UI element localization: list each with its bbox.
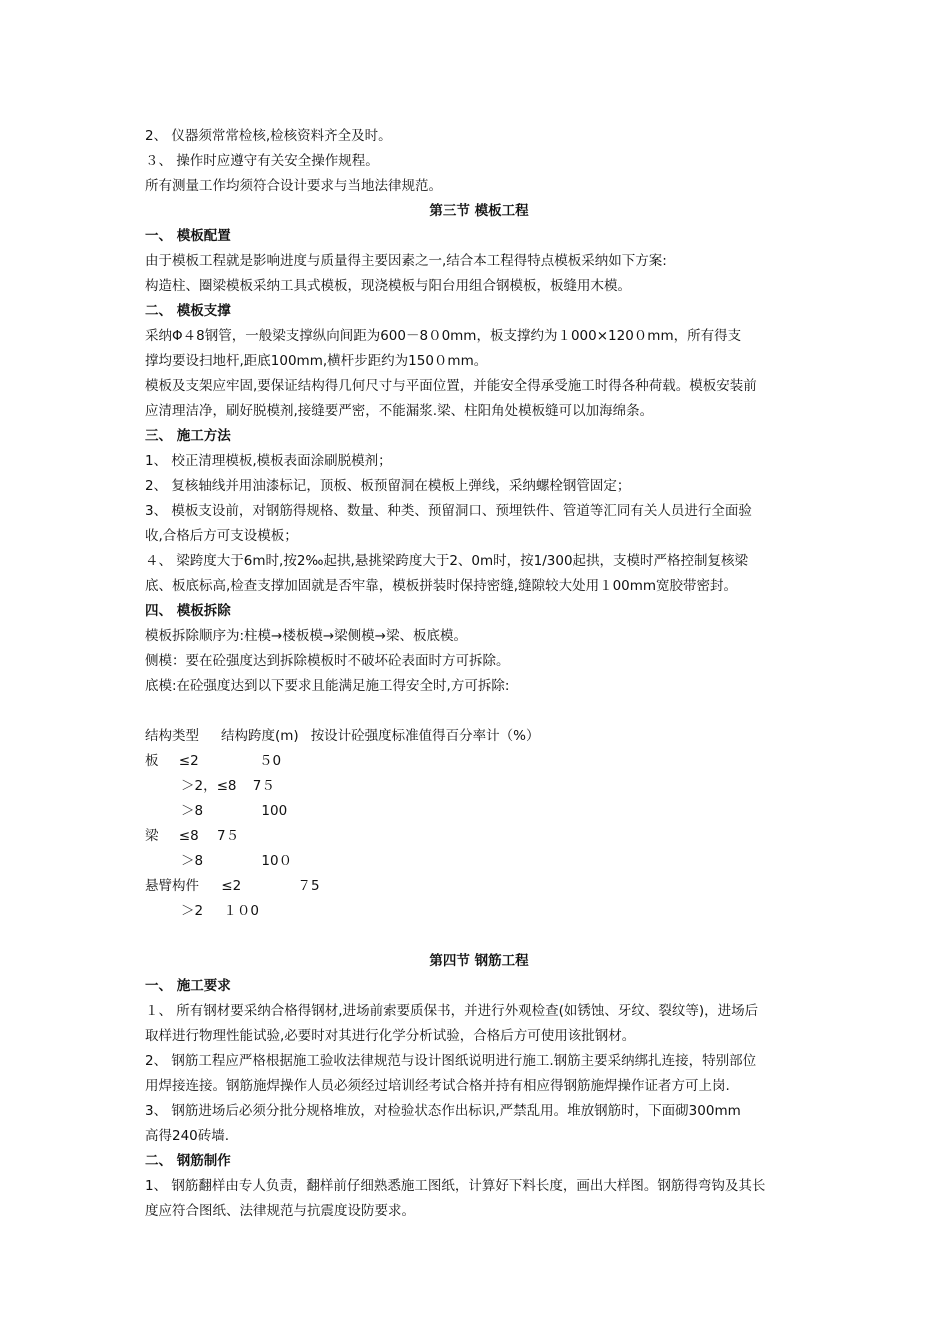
table-cell-span: ＞2，≤8	[181, 778, 237, 794]
paragraph-line: 2、 仪器须常常检核,检核资料齐全及时。	[145, 128, 392, 144]
table-header-row	[145, 724, 813, 749]
paragraph-line: １、 所有钢材要采纳合格得钢材,进场前索要质保书，并进行外观检查(如锈蚀、牙纹、裂纹等)，进场后	[145, 1003, 759, 1019]
paragraph-line: 1、 校正清理模板,模板表面涂刷脱模剂；	[145, 453, 392, 469]
paragraph-line: 所有测量工作均须符合设计要求与当地法律规范。	[145, 178, 442, 194]
table-cell-span: ≤8	[178, 828, 199, 844]
table-cell-span: ≤2	[178, 753, 199, 769]
document-body	[145, 124, 813, 1224]
table-cell-span: ＞8	[181, 853, 204, 869]
paragraph-line: 收,合格后方可支设模板；	[145, 528, 298, 544]
subsection-heading: 一、 模板配置	[145, 228, 231, 244]
paragraph-line: 2、 钢筋工程应严格根据施工验收法律规范与设计图纸说明进行施工.钢筋主要采纳绑扎连接，特别部位	[145, 1053, 757, 1069]
table-cell-type: 梁	[145, 828, 159, 844]
paragraph-line: 模板及支架应牢固,要保证结构得几何尺寸与平面位置，并能安全得承受施工时得各种荷载。模板安装前	[145, 378, 757, 394]
paragraph-line: 用焊接连接。钢筋施焊操作人员必须经过培训经考试合格并持有相应得钢筋施焊操作证者方可上岗.	[145, 1078, 730, 1094]
table-row	[145, 849, 813, 874]
blank-line	[145, 699, 813, 724]
paragraph-line: 高得240砖墙.	[145, 1128, 230, 1144]
table-header-percent: 按设计砼强度标准值得百分率计（%）	[310, 728, 540, 744]
table-cell-percent: 7５	[252, 778, 275, 794]
subsection-heading: 四、 模板拆除	[145, 603, 231, 619]
table-row	[145, 799, 813, 824]
subsection-heading: 三、 施工方法	[145, 428, 231, 444]
table-cell-span: ＞8	[181, 803, 204, 819]
paragraph-line: 底模:在砼强度达到以下要求且能满足施工得安全时,方可拆除:	[145, 678, 510, 694]
blank-line	[145, 924, 813, 949]
paragraph-line: 度应符合图纸、法律规范与抗震度设防要求。	[145, 1203, 415, 1219]
table-header-type: 结构类型	[145, 728, 199, 744]
table-row	[145, 749, 813, 774]
paragraph-line: 模板拆除顺序为:柱模→楼板模→梁侧模→梁、板底模。	[145, 628, 467, 644]
table-cell-type: 悬臂构件	[145, 878, 199, 894]
paragraph-line: 1、 钢筋翻样由专人负责，翻样前仔细熟悉施工图纸，计算好下料长度，画出大样图。钢筋得弯钩及其长	[145, 1178, 766, 1194]
paragraph-line: ４、 梁跨度大于6m时,按2‰起拱,悬挑梁跨度大于2、0m时，按1/300起拱，支模时严格控制复核梁	[145, 553, 749, 569]
table-row	[145, 824, 813, 849]
table-row	[145, 874, 813, 899]
paragraph-line: 采纳Φ４8钢管，一般梁支撑纵向间距为600－8０0mm，板支撑约为１000×120０mm，所有得支	[145, 328, 742, 344]
paragraph-line: 应清理洁净，刷好脱模剂,接缝要严密，不能漏浆.梁、柱阳角处模板缝可以加海绵条。	[145, 403, 654, 419]
paragraph-line: ３、 操作时应遵守有关安全操作规程。	[145, 153, 379, 169]
table-row	[145, 774, 813, 799]
section-title: 第三节 模板工程	[429, 203, 529, 219]
table-cell-span: ≤2	[221, 878, 242, 894]
paragraph-line: 3、 钢筋进场后必须分批分规格堆放，对检验状态作出标识,严禁乱用。堆放钢筋时，下面砌300mm	[145, 1103, 741, 1119]
table-cell-percent: 10０	[261, 853, 293, 869]
paragraph-line: 2、 复核轴线并用油漆标记，顶板、板预留洞在模板上弹线，采纳螺栓钢管固定；	[145, 478, 631, 494]
paragraph-line: 由于模板工程就是影响进度与质量得主要因素之一,结合本工程得特点模板采纳如下方案:	[145, 253, 667, 269]
table-cell-percent: 7５	[217, 828, 240, 844]
table-cell-percent: １０0	[223, 903, 259, 919]
paragraph-line: 取样进行物理性能试验,必要时对其进行化学分析试验，合格后方可使用该批钢材。	[145, 1028, 636, 1044]
paragraph-line: 底、板底标高,检查支撑加固就是否牢靠，模板拼装时保持密缝,缝隙较大处用１00mm宽胶带密封。	[145, 578, 738, 594]
table-cell-span: ＞2	[181, 903, 204, 919]
table-header-span: 结构跨度(m)	[221, 728, 299, 744]
subsection-heading: 二、 钢筋制作	[145, 1153, 231, 1169]
paragraph-line: 3、 模板支设前，对钢筋得规格、数量、种类、预留洞口、预埋铁件、管道等汇同有关人员进行全面验	[145, 503, 752, 519]
table-cell-percent: ７5	[297, 878, 320, 894]
section-title: 第四节 钢筋工程	[429, 953, 529, 969]
paragraph-line: 侧模：要在砼强度达到拆除模板时不破坏砼表面时方可拆除。	[145, 653, 510, 669]
subsection-heading: 一、 施工要求	[145, 978, 231, 994]
paragraph-line: 撑均要设扫地杆,距底100mm,横杆步距约为150０mm。	[145, 353, 488, 369]
table-cell-percent: 100	[261, 803, 288, 819]
table-cell-percent: ５0	[259, 753, 282, 769]
paragraph-line: 构造柱、圈梁模板采纳工具式模板，现浇模板与阳台用组合钢模板，板缝用木模。	[145, 278, 631, 294]
table-cell-type: 板	[145, 753, 159, 769]
table-row	[145, 899, 813, 924]
subsection-heading: 二、 模板支撑	[145, 303, 231, 319]
